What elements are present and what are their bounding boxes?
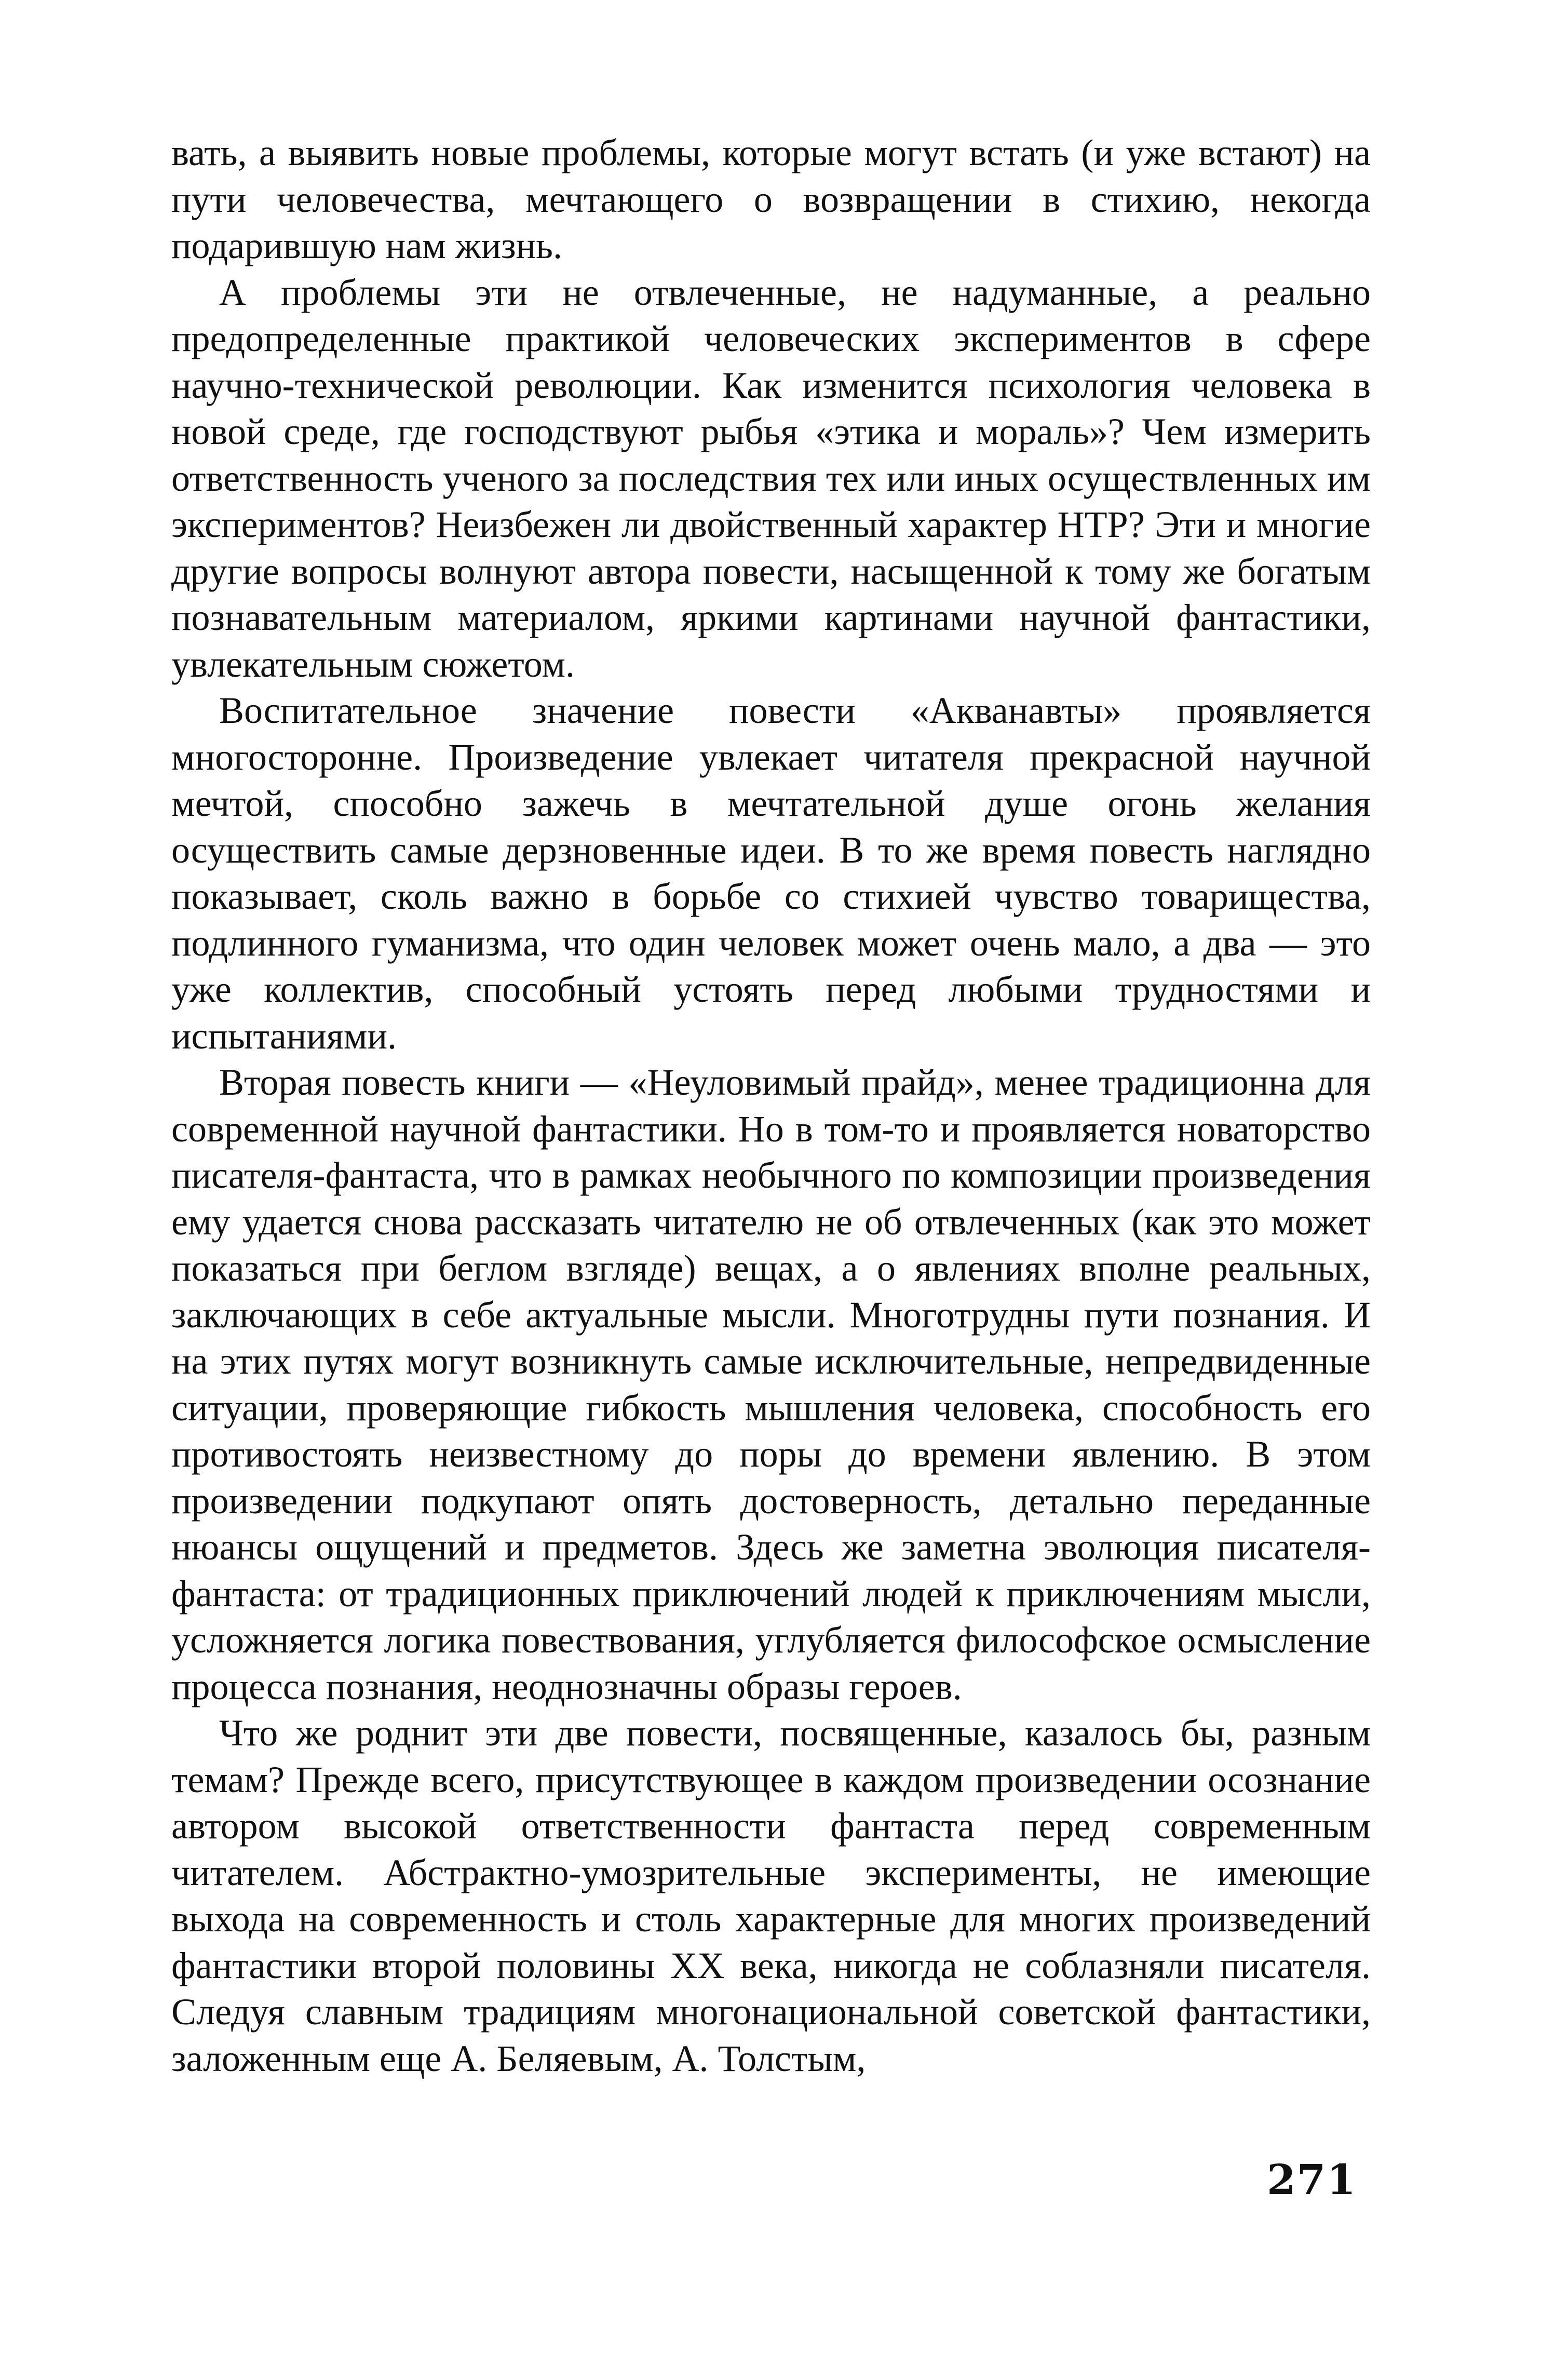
paragraph-educational-value: Воспитательное значение повести «Акванавты» проявляется многосторонне. Произведение увлекает читателя прекрасной научной мечтой, способно зажечь в мечтательной душе огонь желания осуществить самые дерзновенные идеи. В то же время повесть наглядно показывает, сколь важно в борьбе со стихией чувство товарищества, подлинного гуманизма, что один человек может очень мало, а два — это уже коллектив, способный устоять перед любыми трудностями и испытаниями. bbox=[171, 690, 1371, 1057]
paragraph-problems: А проблемы эти не отвлеченные, не надуманные, а реально предопределенные практикой человеческих экспериментов в сфере научно-технической революции. Как изменится психология человека в новой среде, где господствуют рыбья «этика и мораль»? Чем измерить ответственность ученого за последствия тех или иных осуществленных им экспериментов? Неизбежен ли двойственный характер НТР? Эти и многие другие вопросы волнуют автора повести, насыщенной к тому же богатым познавательным материалом, яркими картинами научной фантастики, увлекательным сюжетом. bbox=[171, 271, 1371, 685]
body-text bbox=[171, 130, 1371, 2082]
paragraph-second-story: Вторая повесть книги — «Неуловимый прайд», менее традиционна для современной научной фантастики. Но в том-то и проявляется новаторство писателя-фантаста, что в рамках необычного по композиции произведения ему удается снова рассказать читателю не об отвлеченных (как это может показаться при беглом взгляде) вещах, а о явлениях вполне реальных, заключающих в себе актуальные мысли. Многотрудны пути познания. И на этих путях могут возникнуть самые исключительные, непредвиденные ситуации, проверяющие гибкость мышления человека, способность его противостоять неизвестному до поры до времени явлению. В этом произведении подкупают опять достоверность, детально переданные нюансы ощущений и предметов. Здесь же заметна эволюция писателя-фантаста: от традиционных приключений людей к приключениям мысли, усложняется логика повествования, углубляется философское осмысление процесса познания, неоднозначны образы героев. bbox=[171, 1061, 1371, 1707]
paragraph-common-theme: Что же роднит эти две повести, посвященные, казалось бы, разным темам? Прежде всего, присутствующее в каждом произведении осознание автором высокой ответственности фантаста перед современным читателем. Абстрактно-умозрительные эксперименты, не имеющие выхода на современность и столь характерные для многих произведений фантастики второй половины XX века, никогда не соблазняли писателя. Следуя славным традициям многонациональной советской фантастики, заложенным еще А. Беляевым, А. Толстым, bbox=[171, 1712, 1371, 2079]
paragraph-continuation: вать, а выявить новые проблемы, которые могут встать (и уже встают) на пути человечества, мечтающего о возвращении в стихию, некогда подарившую нам жизнь. bbox=[171, 132, 1371, 266]
page-number: 271 bbox=[1267, 2155, 1357, 2204]
